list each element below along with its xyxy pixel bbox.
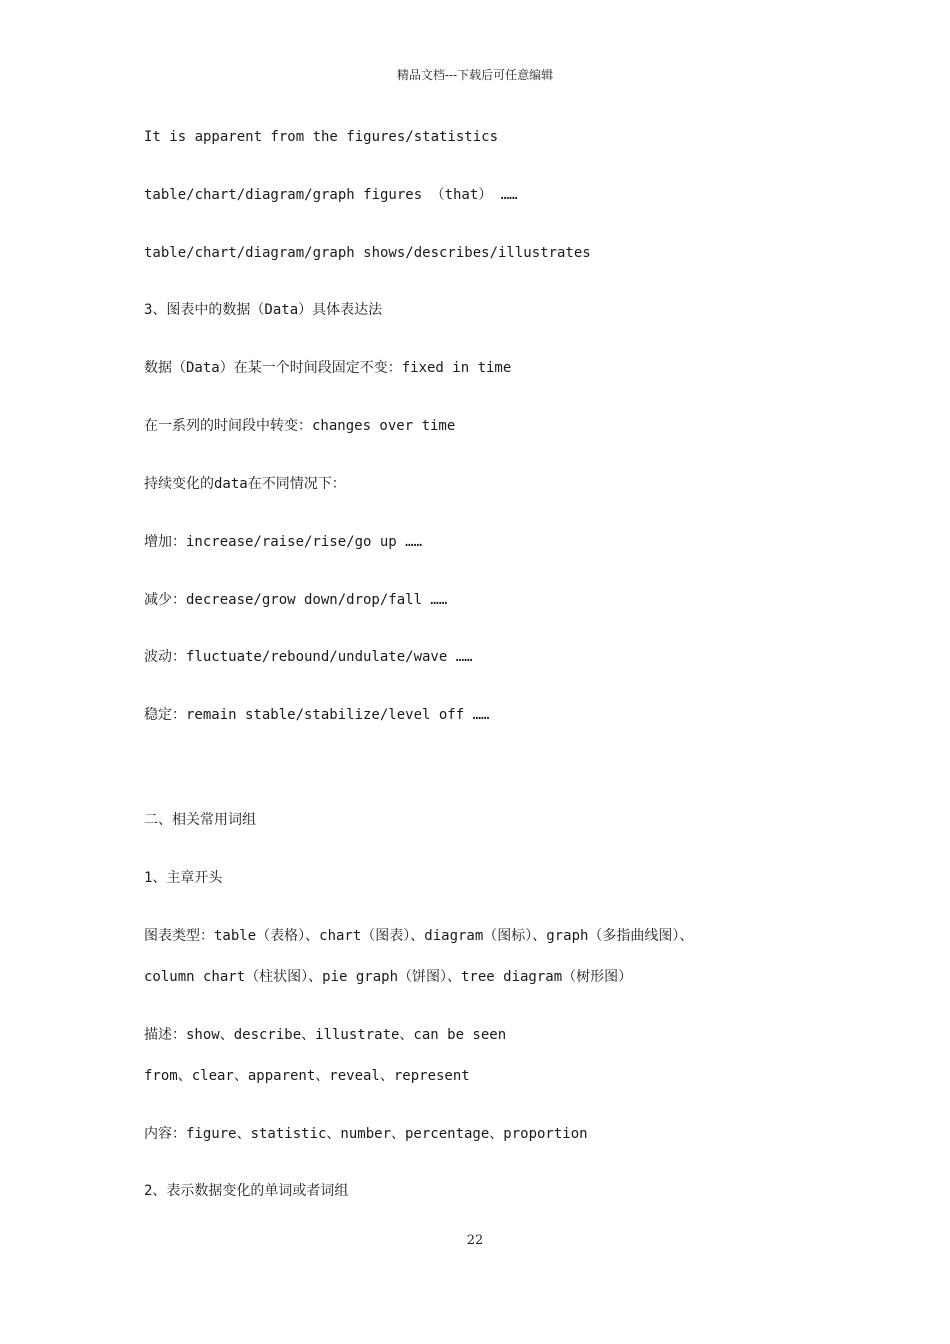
- subsection-heading: 1、主章开头: [144, 870, 223, 886]
- section-heading: 3、图表中的数据（Data）具体表达法: [144, 302, 383, 318]
- subsection-heading: 2、表示数据变化的单词或者词组: [144, 1183, 349, 1199]
- text-line: 减少：decrease/grow down/drop/fall ……: [144, 592, 448, 608]
- text-line: column chart（柱状图）、pie graph（饼图）、tree diagram（树形图）: [144, 969, 633, 985]
- text-line: 图表类型：table（表格）、chart（图表）、diagram（图标）、graph（多指曲线图）、: [144, 928, 694, 944]
- text-line: 描述：show、describe、illustrate、can be seen: [144, 1027, 507, 1043]
- text-line: 在一系列的时间段中转变：changes over time: [144, 418, 456, 434]
- section-heading: 二、相关常用词组: [144, 812, 256, 828]
- text-line: 持续变化的data在不同情况下：: [144, 476, 346, 492]
- text-line: 内容：figure、statistic、number、percentage、proportion: [144, 1126, 588, 1142]
- text-line: from、clear、apparent、reveal、represent: [144, 1068, 470, 1084]
- page-header: 精品文档---下载后可任意编辑: [396, 68, 554, 82]
- text-line: table/chart/diagram/graph shows/describes/illustrates: [144, 245, 591, 261]
- text-line: 增加：increase/raise/rise/go up ……: [144, 534, 423, 550]
- text-line: 波动：fluctuate/rebound/undulate/wave ……: [144, 649, 473, 665]
- text-line: 稳定：remain stable/stabilize/level off ……: [144, 707, 490, 723]
- text-line: 数据（Data）在某一个时间段固定不变：fixed in time: [144, 360, 512, 376]
- text-line: table/chart/diagram/graph figures （that） ……: [144, 187, 518, 203]
- text-line: It is apparent from the figures/statistics: [144, 129, 499, 145]
- page-number: 22: [466, 1233, 484, 1248]
